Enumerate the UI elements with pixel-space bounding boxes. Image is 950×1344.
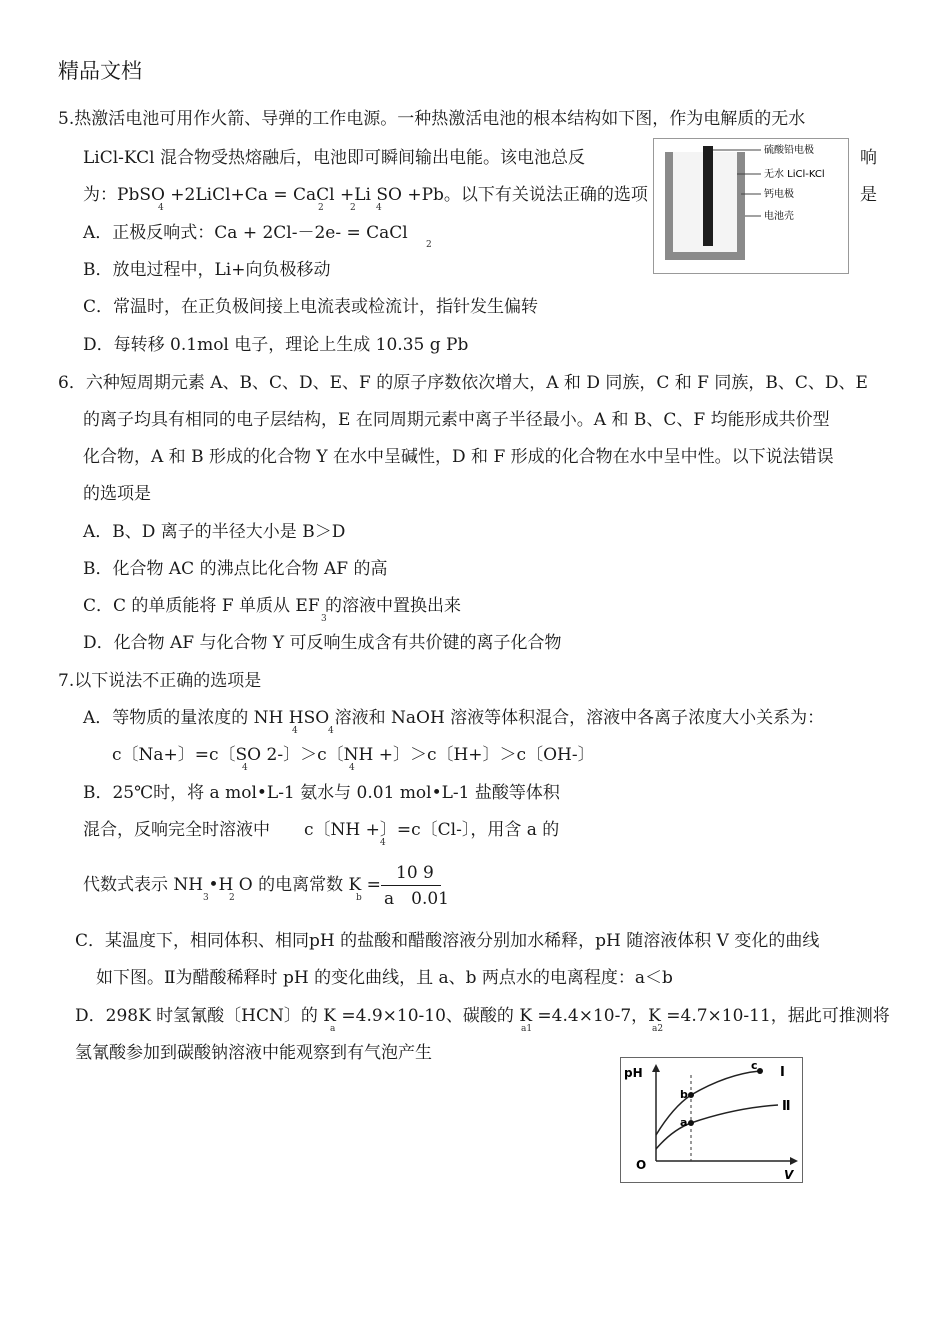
point-b-label: b bbox=[680, 1088, 688, 1101]
q7-sub: 4 bbox=[292, 726, 298, 736]
q6-option-c: C．C 的单质能将 F 单质从 EF 的溶液中置换出来 bbox=[83, 596, 462, 616]
q7-option-a: A．等物质的量浓度的 NH HSO 溶液和 NaOH 溶液等体积混合，溶液中各离子浓度大小关系为： bbox=[83, 708, 825, 728]
q7-sub: 4 bbox=[349, 763, 355, 773]
q5-sub: 2 bbox=[350, 203, 356, 213]
q7-sub: 3 bbox=[203, 893, 209, 903]
q7-sub: 4 bbox=[328, 726, 334, 736]
origin-label: O bbox=[636, 1158, 647, 1172]
q5-option-c: C．常温时，在正负极间接上电流表或检流计，指针发生偏转 bbox=[83, 297, 539, 317]
x-axis-label: V bbox=[784, 1168, 794, 1182]
q6-option-a: A．B、D 离子的半径大小是 B＞D bbox=[83, 522, 346, 542]
q6-sub: 3 bbox=[321, 614, 327, 624]
q7-sub: 4 bbox=[380, 838, 386, 848]
fraction-denominator: a 0.01 bbox=[384, 889, 449, 909]
q6-option-b: B．化合物 AC 的沸点比化合物 AF 的高 bbox=[83, 559, 388, 579]
q7-sub: 4 bbox=[242, 763, 248, 773]
figure-label: 钙电极 bbox=[764, 189, 794, 200]
q7-sub: a bbox=[330, 1024, 336, 1034]
ph-graph-svg bbox=[620, 1057, 803, 1183]
figure-label: 电池壳 bbox=[764, 211, 794, 222]
figure-label: 无水 LiCl-KCl bbox=[764, 169, 825, 180]
q6-option-d: D．化合物 AF 与化合物 Y 可反响生成含有共价键的离子化合物 bbox=[83, 633, 562, 653]
q5-sub: 2 bbox=[318, 203, 324, 213]
point-c bbox=[757, 1068, 763, 1074]
q7-line1: 7.以下说法不正确的选项是 bbox=[58, 671, 262, 691]
q7-option-b-line2: 混合，反响完全时溶液中 c〔NH +〕=c〔Cl-〕，用含 a 的 bbox=[83, 820, 560, 840]
point-a bbox=[688, 1120, 694, 1126]
q5-option-a: A．正极反响式：Ca + 2Cl-－2e- = CaCl bbox=[83, 223, 408, 243]
figure-label: 硫酸铅电极 bbox=[764, 145, 814, 156]
q5-line3-end: 是 bbox=[860, 185, 877, 205]
q6-line1: 6．六种短周期元素 A、B、C、D、E、F 的原子序数依次增大，A 和 D 同族，C 和 F 同族，B、C、D、E bbox=[58, 373, 868, 393]
q5-line3: 为：PbSO +2LiCl+Ca = CaCl +Li SO +Pb。以下有关说法正确的选项 bbox=[83, 185, 648, 205]
q5-sub: 4 bbox=[376, 203, 382, 213]
point-a-label: a bbox=[680, 1116, 688, 1129]
point-b bbox=[688, 1092, 694, 1098]
q7-option-c: C．某温度下，相同体积、相同pH 的盐酸和醋酸溶液分别加水稀释，pH 随溶液体积 V 变化的曲线 bbox=[75, 931, 820, 951]
battery-svg bbox=[653, 138, 849, 274]
fraction-bar bbox=[381, 885, 441, 886]
q7-option-b: B．25℃时，将 a mol•L-1 氨水与 0.01 mol•L-1 盐酸等体积 bbox=[83, 783, 560, 803]
q6-line3: 化合物，A 和 B 形成的化合物 Y 在水中呈碱性，D 和 F 形成的化合物在水中呈中性。以下说法错误 bbox=[83, 447, 834, 467]
q6-line2: 的离子均具有相同的电子层结构，E 在同周期元素中离子半径最小。A 和 B、C、F 均能形成共价型 bbox=[83, 410, 830, 430]
q7-sub: a2 bbox=[652, 1024, 664, 1034]
point-c-label: c bbox=[751, 1059, 758, 1072]
q5-line2-end: 响 bbox=[860, 148, 877, 168]
y-axis-label: pH bbox=[624, 1066, 643, 1080]
q7-option-d-line2: 氢氰酸参加到碳酸钠溶液中能观察到有气泡产生 bbox=[75, 1043, 432, 1063]
q5-option-b: B．放电过程中，Li+向负极移动 bbox=[83, 260, 331, 280]
q7-sub: b bbox=[356, 893, 362, 903]
q7-option-d: D．298K 时氢氰酸〔HCN〕的 K =4.9×10-10、碳酸的 K =4.4×10-7，K =4.7×10-11，据此可推测将 bbox=[75, 1006, 890, 1026]
lead-sulfate-electrode bbox=[703, 146, 713, 246]
q5-sub: 4 bbox=[158, 203, 164, 213]
q5-sub: 2 bbox=[426, 240, 432, 250]
q7-option-c-line2: 如下图。Ⅱ为醋酸稀释时 pH 的变化曲线，且 a、b 两点水的电离程度：a＜b bbox=[96, 968, 673, 988]
curve-II-label: Ⅱ bbox=[782, 1099, 791, 1114]
q7-option-b-line3: 代数式表示 NH •H O 的电离常数 K = bbox=[83, 875, 381, 895]
q5-line1: 5.热激活电池可用作火箭、导弹的工作电源。一种热激活电池的根本结构如下图，作为电解质的无水 bbox=[58, 109, 806, 129]
q7-option-a-relation: c〔Na+〕=c〔SO 2-〕＞c〔NH +〕＞c〔H+〕＞c〔OH-〕 bbox=[112, 745, 595, 765]
q7-sub: 2 bbox=[229, 893, 235, 903]
q6-line4: 的选项是 bbox=[83, 484, 151, 504]
battery-diagram bbox=[653, 138, 849, 274]
page-header: 精品文档 bbox=[58, 59, 142, 83]
q5-line2: LiCl-KCl 混合物受热熔融后，电池即可瞬间输出电能。该电池总反 bbox=[83, 148, 586, 168]
q5-option-d: D．每转移 0.1mol 电子，理论上生成 10.35 g Pb bbox=[83, 335, 469, 355]
ph-dilution-graph bbox=[620, 1057, 803, 1183]
q7-sub: a1 bbox=[521, 1024, 533, 1034]
curve-I-label: Ⅰ bbox=[780, 1065, 785, 1080]
fraction-numerator: 10 9 bbox=[396, 863, 434, 883]
